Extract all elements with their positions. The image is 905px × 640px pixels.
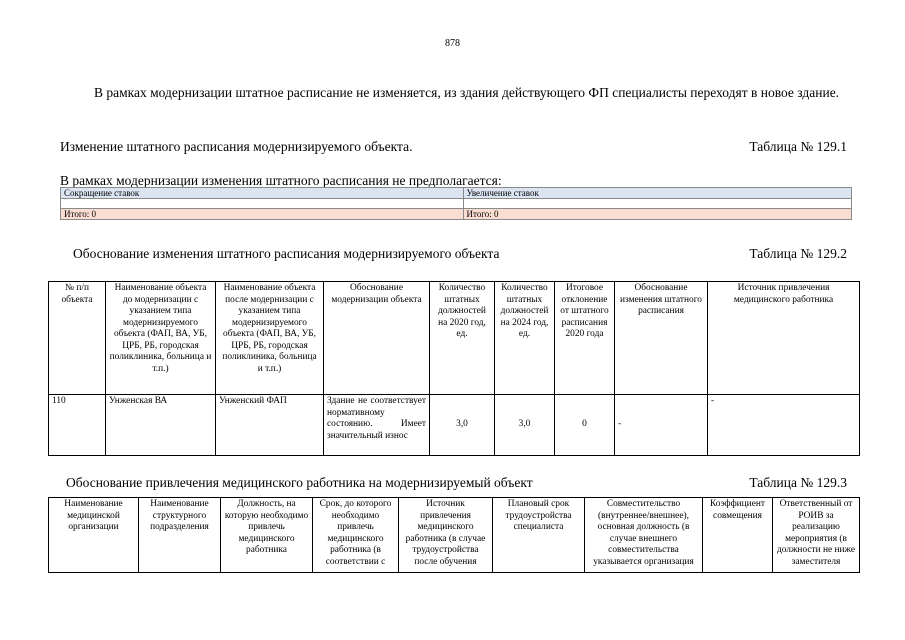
col-header-source: Источник привлечения медицинского работника bbox=[708, 282, 860, 395]
col-header-responsible: Ответственный от РОИВ за реализацию мероприятия (в должности не ниже заместителя bbox=[773, 498, 860, 573]
col-header-deviation: Итоговое отклонение от штатного расписания 2020 года bbox=[555, 282, 615, 395]
col-header-recruit-source: Источник привлечения медицинского работника (в случае трудоустройства после обучения bbox=[399, 498, 493, 573]
increase-empty-cell bbox=[463, 199, 852, 209]
row-name-before: Унженская ВА bbox=[106, 395, 216, 456]
section2-title: Обоснование изменения штатного расписания модернизируемого объекта bbox=[73, 246, 500, 261]
row-name-after: Унженский ФАП bbox=[216, 395, 324, 456]
row-change-reason: - bbox=[615, 395, 708, 456]
col-header-change-reason: Обоснование изменения штатного расписания bbox=[615, 282, 708, 395]
col-header-name-after: Наименование объекта после модернизации с указанием типа модернизируемого объекта (ФАП, ВА, УБ, ЦРБ, РБ, городская поликлиника, больница и т.п.) bbox=[216, 282, 324, 395]
staff-change-table bbox=[60, 187, 852, 220]
row-justification: Здание не соответствует нормативному состоянию. Имеет значительный износ bbox=[324, 395, 430, 456]
section3-table-number: Таблица № 129.3 bbox=[749, 475, 847, 490]
section2-table-number: Таблица № 129.2 bbox=[749, 246, 847, 261]
col-header-planned-date: Плановый срок трудоустройства специалиста bbox=[493, 498, 585, 573]
reduction-total: Итого: 0 bbox=[61, 209, 464, 220]
intro-paragraph: В рамках модернизации штатное расписание не изменяется, из здания действующего ФП специалисты переходят в новое здание. bbox=[94, 85, 840, 100]
col-header-department: Наименование структурного подразделения bbox=[139, 498, 221, 573]
increase-header: Увеличение ставок bbox=[463, 188, 852, 199]
col-header-name-before: Наименование объекта до модернизации с указанием типа модернизируемого объекта (ФАП, ВА, УБ, ЦРБ, РБ, городская поликлиника, больница и т.п.) bbox=[106, 282, 216, 395]
col-header-staff-2020: Количество штатных должностей на 2020 год, ед. bbox=[430, 282, 495, 395]
col-header-justification: Обоснование модернизации объекта bbox=[324, 282, 430, 395]
col-header-staff-2024: Количество штатных должностей на 2024 год, ед. bbox=[495, 282, 555, 395]
col-header-deadline: Срок, до которого необходимо привлечь медицинского работника (в соответствии с bbox=[313, 498, 399, 573]
section3-title: Обоснование привлечения медицинского работника на модернизируемый объект bbox=[66, 475, 533, 490]
increase-total: Итого: 0 bbox=[463, 209, 852, 220]
staff-justification-table bbox=[48, 281, 860, 456]
row-staff-2020: 3,0 bbox=[430, 395, 495, 456]
section1-note: В рамках модернизации изменения штатного расписания не предполагается: bbox=[60, 173, 502, 188]
row-staff-2024: 3,0 bbox=[495, 395, 555, 456]
col-header-part-time: Совместительство (внутреннее/внешнее), основная должность (в случае внешнего совместительства указывается организация bbox=[585, 498, 703, 573]
row-deviation: 0 bbox=[555, 395, 615, 456]
page-number: 878 bbox=[445, 38, 460, 49]
col-header-coefficient: Коэффициент совмещения bbox=[703, 498, 773, 573]
reduction-empty-cell bbox=[61, 199, 464, 209]
col-header-num: № п/п объекта bbox=[49, 282, 106, 395]
section1-title: Изменение штатного расписания модернизируемого объекта. bbox=[60, 139, 413, 154]
worker-recruitment-table bbox=[48, 497, 860, 573]
section1-table-number: Таблица № 129.1 bbox=[749, 139, 847, 154]
row-source: - bbox=[708, 395, 860, 456]
col-header-organization: Наименование медицинской организации bbox=[49, 498, 139, 573]
col-header-position: Должность, на которую необходимо привлечь медицинского работника bbox=[221, 498, 313, 573]
reduction-header: Сокращение ставок bbox=[61, 188, 464, 199]
row-num: 110 bbox=[49, 395, 106, 456]
table-row bbox=[49, 395, 860, 456]
